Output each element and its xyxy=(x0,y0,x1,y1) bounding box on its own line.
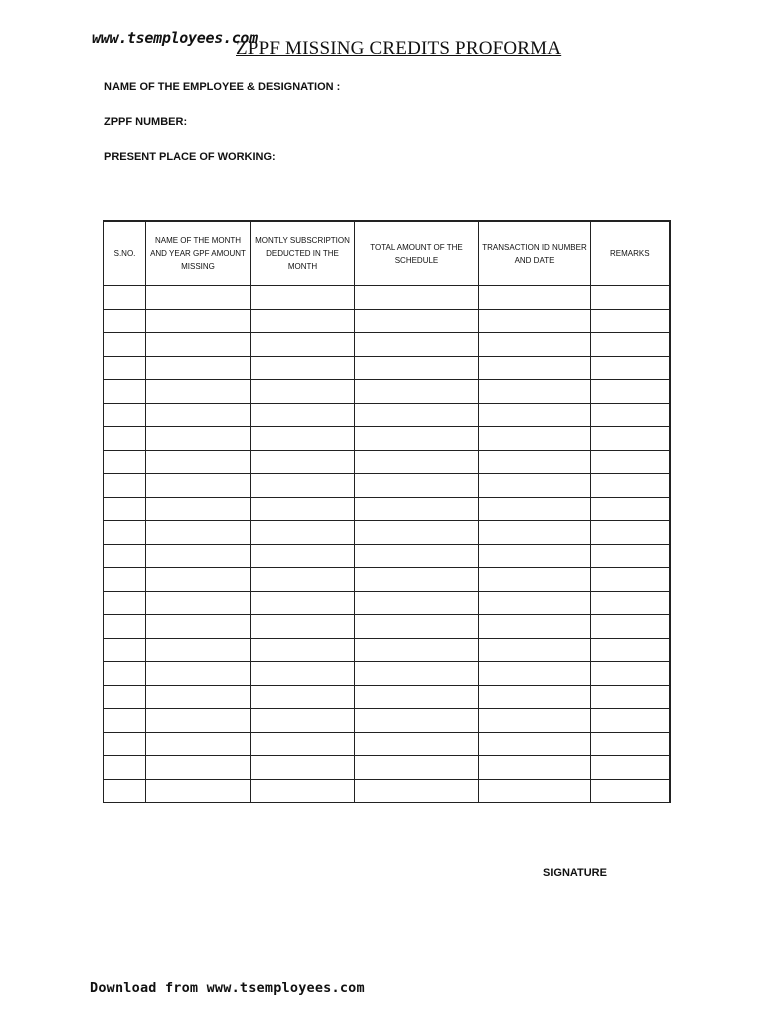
field-label-employee-name: NAME OF THE EMPLOYEE & DESIGNATION : xyxy=(104,81,341,93)
table-cell xyxy=(251,779,355,803)
table-cell xyxy=(104,333,146,357)
table-cell xyxy=(591,779,670,803)
table-cell xyxy=(355,732,479,756)
table-cell xyxy=(479,309,591,333)
table-cell xyxy=(355,685,479,709)
table-cell xyxy=(479,450,591,474)
table-cell xyxy=(146,662,251,686)
table-cell xyxy=(146,615,251,639)
table-cell xyxy=(251,568,355,592)
table-cell xyxy=(591,286,670,310)
table-cell xyxy=(104,662,146,686)
table-cell xyxy=(146,309,251,333)
table-cell xyxy=(251,662,355,686)
table-cell xyxy=(251,732,355,756)
table-cell xyxy=(355,544,479,568)
table-cell xyxy=(479,356,591,380)
table-cell xyxy=(104,779,146,803)
table-row xyxy=(104,309,670,333)
table-cell xyxy=(251,427,355,451)
table-cell xyxy=(104,380,146,404)
table-cell xyxy=(146,591,251,615)
footer-download-text: Download from www.tsemployees.com xyxy=(90,980,365,996)
table-cell xyxy=(104,756,146,780)
table-row xyxy=(104,756,670,780)
table-cell xyxy=(251,497,355,521)
table-cell xyxy=(104,474,146,498)
table-cell xyxy=(479,497,591,521)
table-cell xyxy=(251,474,355,498)
table-body xyxy=(104,286,670,803)
table-cell xyxy=(146,427,251,451)
table-cell xyxy=(146,403,251,427)
table-cell xyxy=(479,521,591,545)
table-cell xyxy=(251,638,355,662)
table-cell xyxy=(104,544,146,568)
table-cell xyxy=(591,685,670,709)
table-row xyxy=(104,568,670,592)
table-cell xyxy=(355,568,479,592)
table-cell xyxy=(591,450,670,474)
table-row xyxy=(104,286,670,310)
table-cell xyxy=(146,685,251,709)
table-row xyxy=(104,474,670,498)
table-cell xyxy=(104,356,146,380)
table-cell xyxy=(355,497,479,521)
table-cell xyxy=(146,756,251,780)
table-cell xyxy=(479,756,591,780)
table-cell xyxy=(251,591,355,615)
table-cell xyxy=(479,568,591,592)
table-cell xyxy=(104,591,146,615)
table-row xyxy=(104,685,670,709)
table-row xyxy=(104,709,670,733)
table-cell xyxy=(591,568,670,592)
table-row xyxy=(104,427,670,451)
table-cell xyxy=(591,356,670,380)
table-cell xyxy=(104,685,146,709)
table-cell xyxy=(251,521,355,545)
table-cell xyxy=(355,521,479,545)
column-header-sno: S.NO. xyxy=(104,221,146,286)
table-header-row xyxy=(104,221,670,286)
table-cell xyxy=(479,638,591,662)
table-cell xyxy=(591,403,670,427)
table-cell xyxy=(355,709,479,733)
watermark-text: www.tsemployees.com xyxy=(92,29,258,47)
column-header-remarks: REMARKS xyxy=(591,221,670,286)
table-cell xyxy=(146,709,251,733)
table-cell xyxy=(146,380,251,404)
table-cell xyxy=(251,309,355,333)
table-cell xyxy=(355,756,479,780)
table-cell xyxy=(251,356,355,380)
table-cell xyxy=(479,544,591,568)
column-header-total-amount: TOTAL AMOUNT OF THE SCHEDULE xyxy=(355,221,479,286)
table-cell xyxy=(251,450,355,474)
table-cell xyxy=(479,732,591,756)
table-row xyxy=(104,779,670,803)
table-cell xyxy=(591,732,670,756)
table-cell xyxy=(355,309,479,333)
table-cell xyxy=(479,333,591,357)
table-cell xyxy=(355,779,479,803)
table-cell xyxy=(146,356,251,380)
field-label-zppf-number: ZPPF NUMBER: xyxy=(104,116,188,128)
table-cell xyxy=(146,544,251,568)
table-cell xyxy=(479,591,591,615)
table-cell xyxy=(146,450,251,474)
field-label-place-of-working: PRESENT PLACE OF WORKING: xyxy=(104,151,276,163)
column-header-month-year: NAME OF THE MONTH AND YEAR GPF AMOUNT MISSING xyxy=(146,221,251,286)
table-cell xyxy=(591,380,670,404)
table-row xyxy=(104,544,670,568)
table-cell xyxy=(591,756,670,780)
table-cell xyxy=(104,403,146,427)
table-cell xyxy=(355,662,479,686)
table-cell xyxy=(146,474,251,498)
table-cell xyxy=(591,474,670,498)
missing-credits-table xyxy=(103,220,671,803)
table-cell xyxy=(251,333,355,357)
column-header-monthly-subscription: MONTLY SUBSCRIPTION DEDUCTED IN THE MONTH xyxy=(251,221,355,286)
table-row xyxy=(104,333,670,357)
table-cell xyxy=(251,403,355,427)
column-header-transaction-id: TRANSACTION ID NUMBER AND DATE xyxy=(479,221,591,286)
signature-label: SIGNATURE xyxy=(543,867,607,879)
table-cell xyxy=(591,497,670,521)
table-cell xyxy=(104,521,146,545)
table-cell xyxy=(251,544,355,568)
table-cell xyxy=(146,286,251,310)
table-cell xyxy=(146,638,251,662)
table-row xyxy=(104,450,670,474)
table-cell xyxy=(146,333,251,357)
table-cell xyxy=(104,309,146,333)
table-cell xyxy=(104,427,146,451)
table-cell xyxy=(146,521,251,545)
table-row xyxy=(104,732,670,756)
table-cell xyxy=(251,615,355,639)
table-cell xyxy=(479,427,591,451)
table-cell xyxy=(591,521,670,545)
table-cell xyxy=(355,356,479,380)
table-row xyxy=(104,380,670,404)
table-cell xyxy=(251,380,355,404)
table-cell xyxy=(479,662,591,686)
table-cell xyxy=(355,333,479,357)
table-cell xyxy=(355,638,479,662)
page-title: ZPPF MISSING CREDITS PROFORMA xyxy=(236,38,562,59)
table-cell xyxy=(104,450,146,474)
table-cell xyxy=(479,474,591,498)
table-row xyxy=(104,403,670,427)
table-cell xyxy=(355,403,479,427)
table-cell xyxy=(146,568,251,592)
table-cell xyxy=(104,732,146,756)
table-cell xyxy=(355,286,479,310)
table-cell xyxy=(251,709,355,733)
table-cell xyxy=(146,497,251,521)
table-cell xyxy=(591,638,670,662)
table-row xyxy=(104,662,670,686)
table-row xyxy=(104,497,670,521)
table-row xyxy=(104,356,670,380)
table-cell xyxy=(591,309,670,333)
table-cell xyxy=(591,333,670,357)
table-cell xyxy=(479,286,591,310)
table-cell xyxy=(479,380,591,404)
table-cell xyxy=(355,591,479,615)
table-cell xyxy=(591,709,670,733)
table-cell xyxy=(479,709,591,733)
table-cell xyxy=(355,474,479,498)
table-cell xyxy=(104,286,146,310)
table-cell xyxy=(479,615,591,639)
table-cell xyxy=(104,497,146,521)
table-row xyxy=(104,638,670,662)
table-cell xyxy=(591,591,670,615)
table-cell xyxy=(146,779,251,803)
table-cell xyxy=(104,615,146,639)
table-cell xyxy=(104,638,146,662)
table-cell xyxy=(355,450,479,474)
table-row xyxy=(104,591,670,615)
table-cell xyxy=(479,779,591,803)
table-cell xyxy=(591,615,670,639)
table-cell xyxy=(591,427,670,451)
table-cell xyxy=(355,380,479,404)
table-cell xyxy=(591,544,670,568)
table-row xyxy=(104,521,670,545)
table-cell xyxy=(591,662,670,686)
table-cell xyxy=(104,709,146,733)
table-cell xyxy=(104,568,146,592)
table-cell xyxy=(355,427,479,451)
table-row xyxy=(104,615,670,639)
table-cell xyxy=(251,286,355,310)
table-cell xyxy=(146,732,251,756)
table-cell xyxy=(479,685,591,709)
table-cell xyxy=(355,615,479,639)
table-cell xyxy=(251,756,355,780)
table-cell xyxy=(251,685,355,709)
table-cell xyxy=(479,403,591,427)
